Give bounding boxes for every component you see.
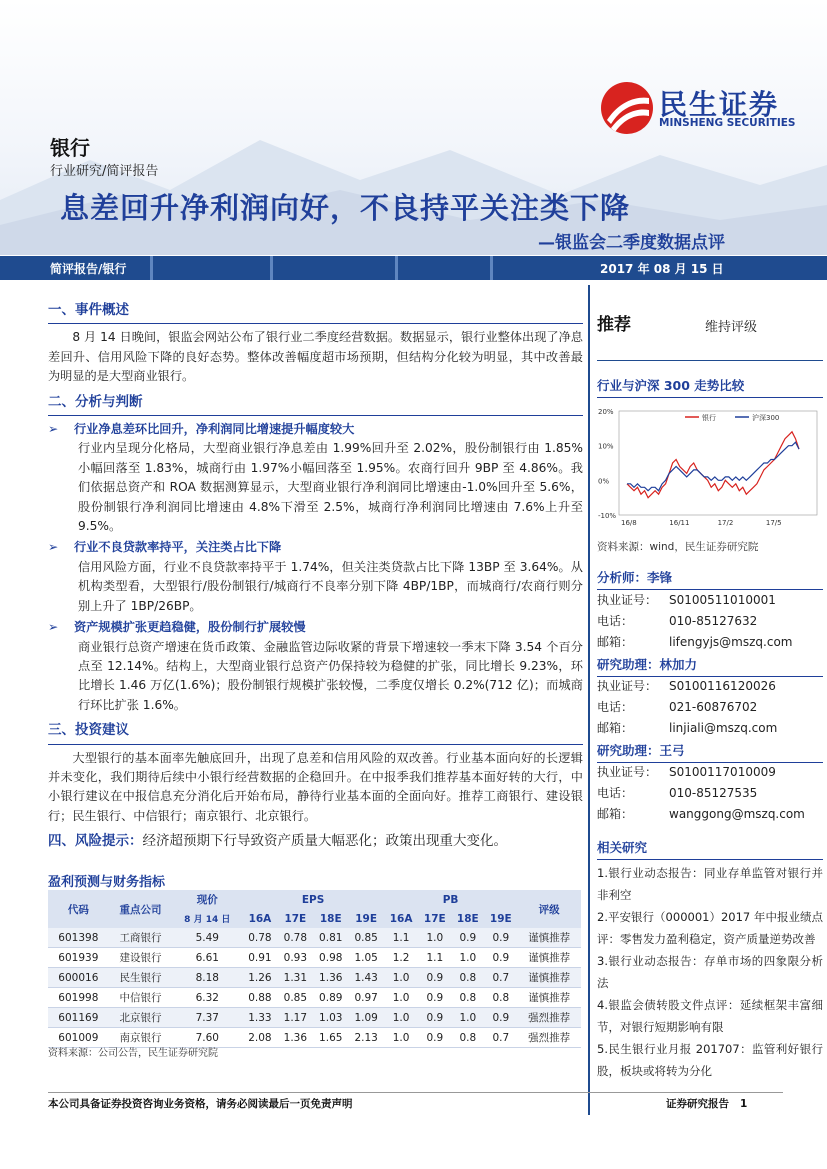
table-cell: 0.85 bbox=[348, 928, 383, 948]
contact-value: S0100511010001 bbox=[669, 593, 776, 607]
table-row bbox=[48, 1008, 581, 1028]
contact-row bbox=[597, 611, 823, 632]
x-tick-label: 16/11 bbox=[669, 519, 690, 527]
contact-key: 执业证号： bbox=[597, 765, 658, 779]
table-source: 资料来源：公司公告，民生证券研究院 bbox=[48, 1048, 218, 1059]
table-cell: 1.0 bbox=[451, 948, 484, 968]
logo-english: MINSHENG SECURITIES bbox=[659, 117, 796, 129]
legend-label: 银行 bbox=[702, 414, 716, 422]
table-cell: 7.60 bbox=[172, 1028, 242, 1048]
table-cell: 0.93 bbox=[278, 948, 313, 968]
table-cell: 0.78 bbox=[278, 928, 313, 948]
bullet-npl-title: ➢ 行业不良贷款率持平，关注类占比下降 bbox=[48, 538, 583, 557]
table-cell: 1.33 bbox=[242, 1008, 277, 1028]
main-content bbox=[48, 295, 583, 859]
y-tick-label: 10% bbox=[598, 442, 614, 451]
th-year: 16A bbox=[384, 909, 418, 928]
table-cell: 0.9 bbox=[484, 928, 517, 948]
table-cell: 0.7 bbox=[484, 968, 517, 988]
section-risk bbox=[48, 832, 583, 854]
contact-row bbox=[597, 697, 823, 718]
assistant2-heading: 研究助理：王弓 bbox=[597, 741, 823, 763]
contact-key: 执业证号： bbox=[597, 679, 658, 693]
table-cell: 1.31 bbox=[278, 968, 313, 988]
chart-title: 行业与沪深 300 走势比较 bbox=[597, 376, 823, 398]
table-cell: 0.78 bbox=[242, 928, 277, 948]
table-cell: 0.9 bbox=[484, 1008, 517, 1028]
table-row bbox=[48, 928, 581, 948]
table-cell: 1.0 bbox=[384, 1028, 418, 1048]
table-row bbox=[48, 948, 581, 968]
th-pb: PB bbox=[384, 890, 517, 909]
related-heading: 相关研究 bbox=[597, 838, 823, 860]
table-title: 盈利预测与财务指标 bbox=[48, 871, 508, 894]
table-cell: 谨慎推荐 bbox=[517, 988, 581, 1008]
table-cell: 1.0 bbox=[451, 1008, 484, 1028]
table-cell: 2.13 bbox=[348, 1028, 383, 1048]
th-company: 重点公司 bbox=[109, 890, 173, 928]
table-cell: 谨慎推荐 bbox=[517, 928, 581, 948]
table-cell: 强烈推荐 bbox=[517, 1008, 581, 1028]
table-cell: 0.85 bbox=[278, 988, 313, 1008]
table-cell: 谨慎推荐 bbox=[517, 968, 581, 988]
sector-label: 银行 bbox=[50, 136, 90, 160]
table-cell: 民生银行 bbox=[109, 968, 173, 988]
th-year: 17E bbox=[418, 909, 451, 928]
table-cell: 中信银行 bbox=[109, 988, 173, 1008]
report-subtitle: —银监会二季度数据点评 bbox=[538, 233, 725, 253]
y-tick-label: -10% bbox=[598, 512, 617, 520]
th-year: 19E bbox=[348, 909, 383, 928]
th-rating: 评级 bbox=[517, 890, 581, 928]
th-code: 代码 bbox=[48, 890, 109, 928]
table-cell: 工商银行 bbox=[109, 928, 173, 948]
chart-source: 资料来源：wind，民生证券研究院 bbox=[597, 541, 759, 553]
legend-label: 沪深300 bbox=[752, 414, 780, 422]
y-tick-label: 0% bbox=[598, 477, 610, 486]
chart-frame bbox=[619, 411, 817, 515]
table-cell: 1.0 bbox=[384, 988, 418, 1008]
risk-label: 四、风险提示： bbox=[48, 833, 143, 850]
table-row bbox=[48, 968, 581, 988]
table-cell: 6.32 bbox=[172, 988, 242, 1008]
band-label: 简评报告/银行 bbox=[50, 262, 127, 276]
x-tick-label: 16/8 bbox=[621, 519, 637, 527]
contact-key: 电话： bbox=[597, 786, 634, 800]
bullet-npl-body: 信用风险方面，行业不良贷款率持平于 1.74%，但关注类贷款占比下降 13BP 至 3.64%。从机构类型看，大型银行/股份制银行/城商行不良率分别下降 4BP/1BP，而城商行/农商行则分别上升了 1BP/26BP。 bbox=[78, 559, 583, 613]
table-cell: 0.9 bbox=[418, 968, 451, 988]
x-tick-label: 17/2 bbox=[717, 519, 734, 527]
table-cell: 0.9 bbox=[418, 988, 451, 1008]
rating-label: 推荐 bbox=[597, 315, 631, 335]
assistant2-contacts bbox=[597, 762, 823, 825]
financial-table bbox=[48, 890, 581, 1048]
footer-label bbox=[666, 1096, 747, 1111]
table-cell: 1.1 bbox=[418, 948, 451, 968]
table-cell: 0.9 bbox=[484, 948, 517, 968]
table-cell: 0.98 bbox=[313, 948, 348, 968]
analyst-contacts bbox=[597, 590, 823, 653]
table-cell: 0.8 bbox=[451, 988, 484, 1008]
table-cell: 建设银行 bbox=[109, 948, 173, 968]
bullet-asset-title: ➢ 资产规模扩张更趋稳健，股份制行扩展较慢 bbox=[48, 618, 583, 637]
th-price-date: 8 月 14 日 bbox=[172, 909, 242, 928]
contact-key: 电话： bbox=[597, 700, 634, 714]
table-cell: 1.36 bbox=[278, 1028, 313, 1048]
table-cell: 601998 bbox=[48, 988, 109, 1008]
table-cell: 1.17 bbox=[278, 1008, 313, 1028]
section-invest-title: 三、投资建议 bbox=[48, 721, 583, 744]
footer-report-label: 证券研究报告 bbox=[666, 1098, 729, 1110]
contact-value: 010-85127632 bbox=[669, 614, 758, 628]
table-cell: 1.03 bbox=[313, 1008, 348, 1028]
table-cell: 0.81 bbox=[313, 928, 348, 948]
footer-divider bbox=[48, 1092, 783, 1093]
trend-chart bbox=[597, 403, 823, 533]
bullet-asset-body: 商业银行总资产增速在货币政策、金融监管边际收紧的背景下增速较一季末下降 3.54 个百分点至 12.14%。结构上，大型商业银行总资产仍保持较为稳健的扩张，同比增长 9.23%，环比增长 1.46 万亿(1.6%)；股份制银行规模扩张较慢，二季度仅增长 0.2%(712 亿)；而城商行环比扩张 1.6%。 bbox=[78, 639, 583, 712]
th-year: 16A bbox=[242, 909, 277, 928]
section-event-body: 8 月 14 日晚间，银监会网站公布了银行业二季度经营数据。数据显示，银行业整体出现了净息差回升、信用风险下降的良好态势。整体改善幅度超市场预期，但结构分化较为明显，其中改善最为明显的是大型商业银行。 bbox=[48, 330, 583, 384]
table-cell: 5.49 bbox=[172, 928, 242, 948]
logo-icon bbox=[601, 82, 653, 134]
contact-value[interactable]: wanggong@mszq.com bbox=[669, 807, 805, 821]
table-cell: 0.8 bbox=[484, 988, 517, 1008]
y-tick-label: 20% bbox=[598, 408, 614, 416]
bullet-margin-body: 行业内呈现分化格局，大型商业银行净息差由 1.99%回升至 2.02%，股份制银行由 1.85%小幅回落至 1.83%，城商行由 1.97%小幅回落至 1.95%。农商行回升 9BP 至 4.86%。我们依据总资产和 ROA 数据测算显示，大型商业银行净利润同比增速由-1.0%回升至 5.6%，股份制银行净利润同比增速由 4.8%下滑至 2.5%，城商行净利润同比增速由 7.6%上升至 9.5%。 bbox=[78, 441, 583, 534]
related-research-item[interactable]: 5.民生银行业月报 201707：监管利好银行股，板块或将转为分化 bbox=[597, 1042, 823, 1078]
assistant1-heading: 研究助理：林加力 bbox=[597, 655, 823, 677]
table-cell: 1.0 bbox=[384, 1008, 418, 1028]
rating-sub: 维持评级 bbox=[705, 320, 758, 335]
table-cell: 2.08 bbox=[242, 1028, 277, 1048]
table-cell: 0.89 bbox=[313, 988, 348, 1008]
table-cell: 0.9 bbox=[418, 1028, 451, 1048]
x-tick-label: 17/5 bbox=[765, 519, 782, 527]
section-analysis-title: 二、分析与判断 bbox=[48, 393, 583, 416]
related-research-item[interactable]: 1.银行业动态报告：同业存单监管对银行并非利空 bbox=[597, 866, 823, 902]
assistant1-contacts bbox=[597, 676, 823, 739]
table-cell: 0.9 bbox=[451, 928, 484, 948]
contact-key: 电话： bbox=[597, 614, 634, 628]
table-cell: 0.8 bbox=[451, 968, 484, 988]
table-cell: 6.61 bbox=[172, 948, 242, 968]
table-cell: 1.65 bbox=[313, 1028, 348, 1048]
series-line-1 bbox=[627, 442, 799, 491]
table-cell: 0.97 bbox=[348, 988, 383, 1008]
contact-value: 021-60876702 bbox=[669, 700, 758, 714]
related-research-item[interactable]: 2.平安银行（000001）2017 年中报业绩点评：零售发力盈利稳定，资产质量逆势改善 bbox=[597, 910, 823, 946]
th-year: 17E bbox=[278, 909, 313, 928]
table-cell: 1.36 bbox=[313, 968, 348, 988]
table-cell: 谨慎推荐 bbox=[517, 948, 581, 968]
logo-text: 民生证券 bbox=[659, 88, 780, 121]
report-date: 2017 年 08 月 15 日 bbox=[600, 262, 724, 276]
table-cell: 7.37 bbox=[172, 1008, 242, 1028]
table-cell: 1.26 bbox=[242, 968, 277, 988]
table-cell: 1.1 bbox=[384, 928, 418, 948]
report-title: 息差回升净利润向好，不良持平关注类下降 bbox=[60, 191, 631, 225]
table-cell: 1.0 bbox=[418, 928, 451, 948]
report-type: 行业研究/简评报告 bbox=[50, 164, 159, 179]
contact-row bbox=[597, 804, 823, 825]
th-year: 19E bbox=[484, 909, 517, 928]
related-research-list bbox=[597, 862, 823, 1082]
contact-key: 邮箱： bbox=[597, 721, 634, 735]
table-cell: 8.18 bbox=[172, 968, 242, 988]
contact-key: 邮箱： bbox=[597, 807, 634, 821]
risk-body: 经济超预期下行导致资产质量大幅恶化；政策出现重大变化。 bbox=[142, 833, 507, 850]
table-cell: 南京银行 bbox=[109, 1028, 173, 1048]
contact-value: 010-85127535 bbox=[669, 786, 758, 800]
table-cell: 北京银行 bbox=[109, 1008, 173, 1028]
table-cell: 0.7 bbox=[484, 1028, 517, 1048]
contact-value[interactable]: lifengyjs@mszq.com bbox=[669, 635, 793, 649]
contact-row bbox=[597, 783, 823, 804]
contact-row bbox=[597, 718, 823, 739]
section-invest-body: 大型银行的基本面率先触底回升，出现了息差和信用风险的双改善。行业基本面向好的长逻辑并未变化，我们期待后续中小银行经营数据的企稳回升。在中报季我们推荐基本面好转的大行，中小银行建议在中报信息充分消化后开始布局，静待行业基本面的全面向好。推荐工商银行、建设银行；民生银行、中信银行；南京银行、北京银行。 bbox=[48, 750, 583, 823]
table-cell: 1.2 bbox=[384, 948, 418, 968]
contact-row bbox=[597, 632, 823, 653]
page-number: 1 bbox=[739, 1098, 748, 1110]
contact-value: S0100117010009 bbox=[669, 765, 776, 779]
contact-value: S0100116120026 bbox=[669, 679, 776, 693]
table-cell: 601398 bbox=[48, 928, 109, 948]
table-cell: 1.09 bbox=[348, 1008, 383, 1028]
table-cell: 600016 bbox=[48, 968, 109, 988]
table-cell: 1.05 bbox=[348, 948, 383, 968]
sidebar-divider bbox=[588, 285, 590, 1115]
table-row bbox=[48, 988, 581, 1008]
table-cell: 1.43 bbox=[348, 968, 383, 988]
contact-row bbox=[597, 676, 823, 697]
contact-value[interactable]: linjiali@mszq.com bbox=[669, 721, 778, 735]
table-cell: 0.91 bbox=[242, 948, 277, 968]
related-research-item[interactable]: 3.银行业动态报告：存单市场的四象限分析法 bbox=[597, 954, 823, 990]
th-year: 18E bbox=[451, 909, 484, 928]
table-cell: 601009 bbox=[48, 1028, 109, 1048]
contact-row bbox=[597, 590, 823, 611]
footer-disclaimer: 本公司具备证券投资咨询业务资格，请务必阅读最后一页免责声明 bbox=[48, 1098, 353, 1110]
th-year: 18E bbox=[313, 909, 348, 928]
table-cell: 1.0 bbox=[384, 968, 418, 988]
th-price: 现价 bbox=[172, 890, 242, 909]
table-cell: 601169 bbox=[48, 1008, 109, 1028]
related-research-item[interactable]: 4.银监会债转股文件点评：延续框架丰富细节，对银行短期影响有限 bbox=[597, 998, 823, 1034]
analyst-heading: 分析师：李锋 bbox=[597, 568, 823, 590]
table-cell: 0.9 bbox=[418, 1008, 451, 1028]
table-cell: 强烈推荐 bbox=[517, 1028, 581, 1048]
table-cell: 601939 bbox=[48, 948, 109, 968]
contact-key: 执业证号： bbox=[597, 593, 658, 607]
contact-key: 邮箱： bbox=[597, 635, 634, 649]
rating-divider bbox=[597, 360, 823, 361]
th-eps: EPS bbox=[242, 890, 384, 909]
contact-row bbox=[597, 762, 823, 783]
bullet-margin-title: ➢ 行业净息差环比回升，净利润同比增速提升幅度较大 bbox=[48, 420, 583, 439]
table-cell: 0.8 bbox=[451, 1028, 484, 1048]
section-event-title: 一、事件概述 bbox=[48, 301, 583, 324]
table-cell: 0.88 bbox=[242, 988, 277, 1008]
